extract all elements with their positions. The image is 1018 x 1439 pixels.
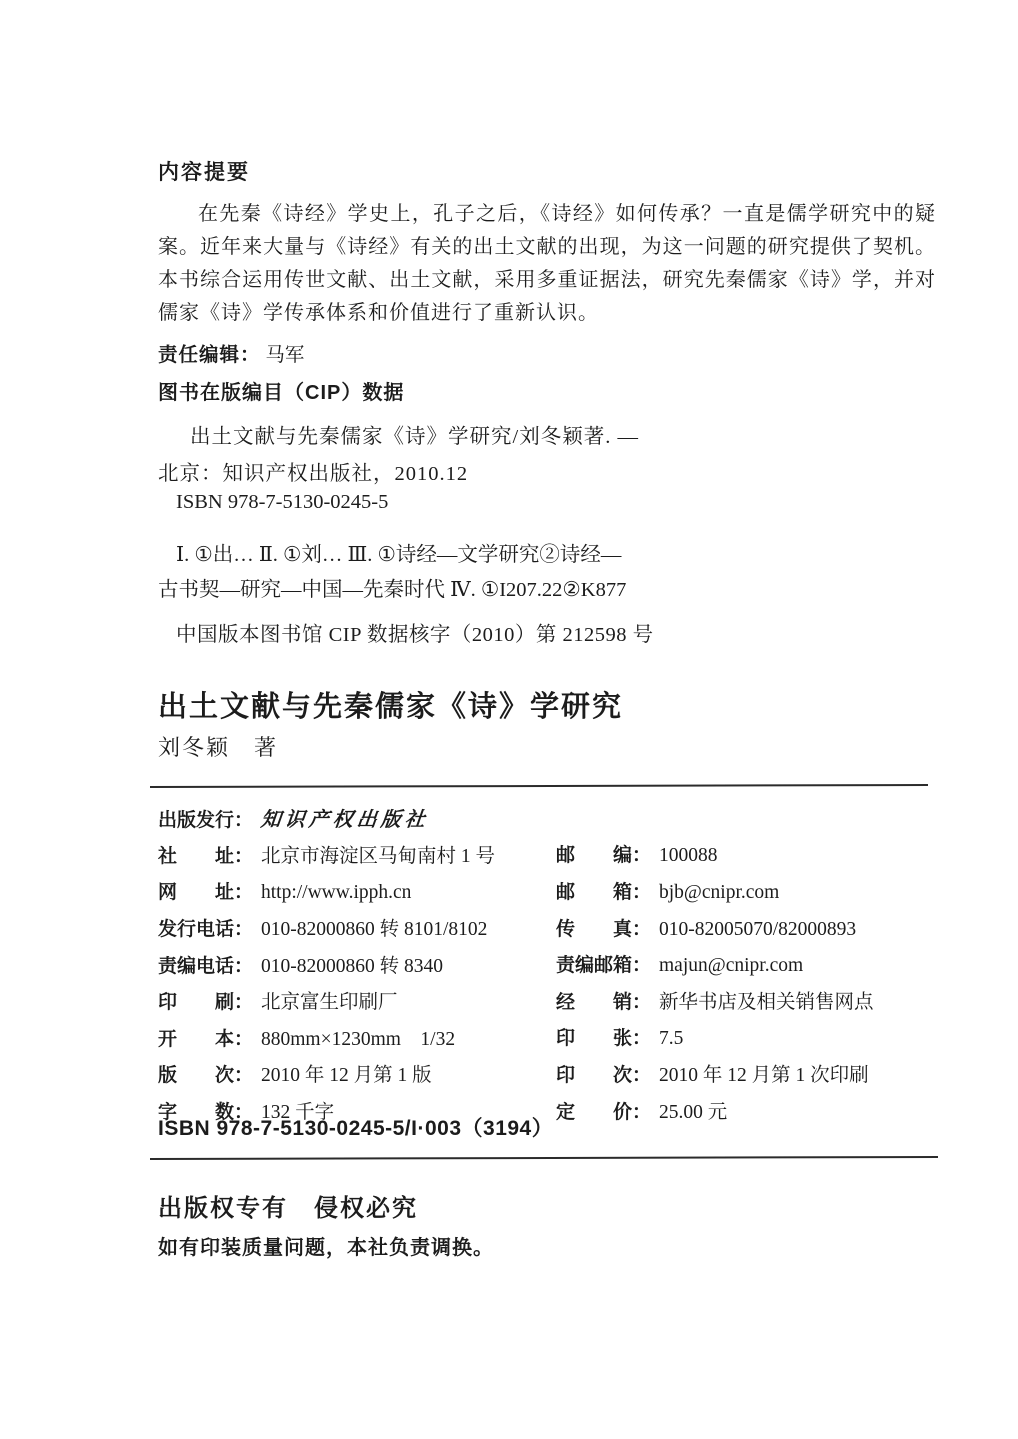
cip-record-number: 中国版本图书馆 CIP 数据核字（2010）第 212598 号 xyxy=(176,624,654,646)
field-label: 印 次： xyxy=(556,1065,652,1087)
colophon-cell xyxy=(158,986,556,1014)
colophon-cell xyxy=(556,1023,940,1050)
colophon-row xyxy=(158,1055,940,1092)
publisher-logo-text: 知识产权出版社 xyxy=(259,808,430,831)
field-value: majun@cnipr.com xyxy=(659,955,804,977)
field-label: 邮 箱： xyxy=(556,881,652,903)
cip-classification-line-1: Ⅰ. ①出… Ⅱ. ①刘… Ⅲ. ①诗经—文学研究②诗经— xyxy=(176,544,622,566)
field-value: 北京市海淀区马甸南村 1 号 xyxy=(261,845,496,867)
quality-notice: 如有印装质量问题，本社负责调换。 xyxy=(158,1237,494,1259)
cip-entry-line-1: 出土文献与先秦儒家《诗》学研究/刘冬颖著. — xyxy=(190,426,639,448)
field-label: 责编邮箱： xyxy=(556,955,652,977)
field-label: 定 价： xyxy=(556,1102,652,1124)
field-value: 北京富生印刷厂 xyxy=(261,992,398,1014)
responsible-editor-line xyxy=(158,339,304,367)
responsible-editor-value: 马军 xyxy=(265,345,305,366)
colophon-cell xyxy=(556,1096,940,1124)
colophon-cell xyxy=(158,950,556,978)
field-label: 印 张： xyxy=(556,1028,652,1050)
field-label: 字 数： xyxy=(158,1102,254,1124)
colophon-cell xyxy=(556,877,940,904)
colophon-cell xyxy=(158,877,556,904)
content-summary-heading: 内容提要 xyxy=(158,161,250,184)
colophon-row xyxy=(158,1019,940,1056)
field-value: 25.00 元 xyxy=(659,1102,728,1124)
field-label: 印 刷： xyxy=(158,992,254,1014)
field-label: 传 真： xyxy=(556,918,652,940)
field-label: 社 址： xyxy=(158,845,254,867)
colophon-cell xyxy=(158,1059,556,1087)
field-value: 132 千字 xyxy=(261,1102,335,1124)
field-value: 100088 xyxy=(659,845,718,867)
colophon-cell xyxy=(556,840,940,867)
field-label: 版 次： xyxy=(158,1065,254,1087)
divider-top xyxy=(150,784,928,788)
book-title: 出土文献与先秦儒家《诗》学研究 xyxy=(158,691,624,723)
colophon-cell xyxy=(556,1059,940,1087)
colophon-cell xyxy=(158,803,556,832)
book-author: 刘冬颖 著 xyxy=(158,735,279,760)
cip-entry-line-2: 北京：知识产权出版社，2010.12 xyxy=(158,463,469,485)
field-label: 责编电话： xyxy=(158,955,254,977)
field-label: 开 本： xyxy=(158,1028,254,1050)
colophon-cell xyxy=(556,914,940,941)
colophon-cell xyxy=(556,986,940,1014)
field-label: 发行电话： xyxy=(158,919,254,941)
divider-bottom xyxy=(150,1156,938,1160)
colophon-cell xyxy=(158,840,556,868)
field-value: bjb@cnipr.com xyxy=(659,881,780,903)
field-value: 010-82000860 转 8340 xyxy=(261,955,444,977)
field-label: 出版发行： xyxy=(158,809,254,831)
colophon-cell xyxy=(158,1023,556,1051)
colophon-row xyxy=(158,872,940,909)
field-value: 010-82005070/82000893 xyxy=(659,918,857,940)
colophon-row xyxy=(158,799,940,836)
field-label: 经 销： xyxy=(556,992,652,1014)
colophon-cell xyxy=(158,913,556,941)
responsible-editor-label: 责任编辑： xyxy=(158,344,261,366)
colophon-isbn-line: ISBN 978-7-5130-0245-5/I·003（3194） xyxy=(158,1117,554,1140)
content-summary-paragraph: 在先秦《诗经》学史上，孔子之后，《诗经》如何传承？一直是儒学研究中的疑案。近年来大量与《诗经》有关的出土文献的出现，为这一问题的研究提供了契机。本书综合运用传世文献、出土文献，采用多重证据法，研究先秦儒家《诗》学，并对儒家《诗》学传承体系和价值进行了重新认识。 xyxy=(158,203,936,324)
colophon-row xyxy=(158,909,940,946)
colophon-cell xyxy=(556,950,940,977)
field-label: 邮 编： xyxy=(556,845,652,867)
field-value: 010-82000860 转 8101/8102 xyxy=(261,919,488,941)
field-value: 7.5 xyxy=(659,1028,684,1050)
field-value: 2010 年 12 月第 1 次印刷 xyxy=(659,1065,869,1087)
cip-classification-line-2: 古书契—研究—中国—先秦时代 Ⅳ. ①I207.22②K877 xyxy=(158,579,627,601)
cip-isbn: ISBN 978-7-5130-0245-5 xyxy=(176,491,389,513)
cip-heading: 图书在版编目（CIP）数据 xyxy=(158,382,405,404)
field-value: 880mm×1230mm 1/32 xyxy=(261,1028,456,1050)
field-label: 网 址： xyxy=(158,881,254,903)
colophon-row xyxy=(158,836,940,873)
colophon-row xyxy=(158,982,940,1019)
field-value: http://www.ipph.cn xyxy=(261,881,412,903)
field-value: 2010 年 12 月第 1 版 xyxy=(261,1065,432,1087)
copyright-notice: 出版权专有 侵权必究 xyxy=(158,1195,418,1222)
colophon-row xyxy=(158,945,940,982)
colophon-table xyxy=(158,799,940,1128)
field-value: 新华书店及相关销售网点 xyxy=(659,992,874,1014)
